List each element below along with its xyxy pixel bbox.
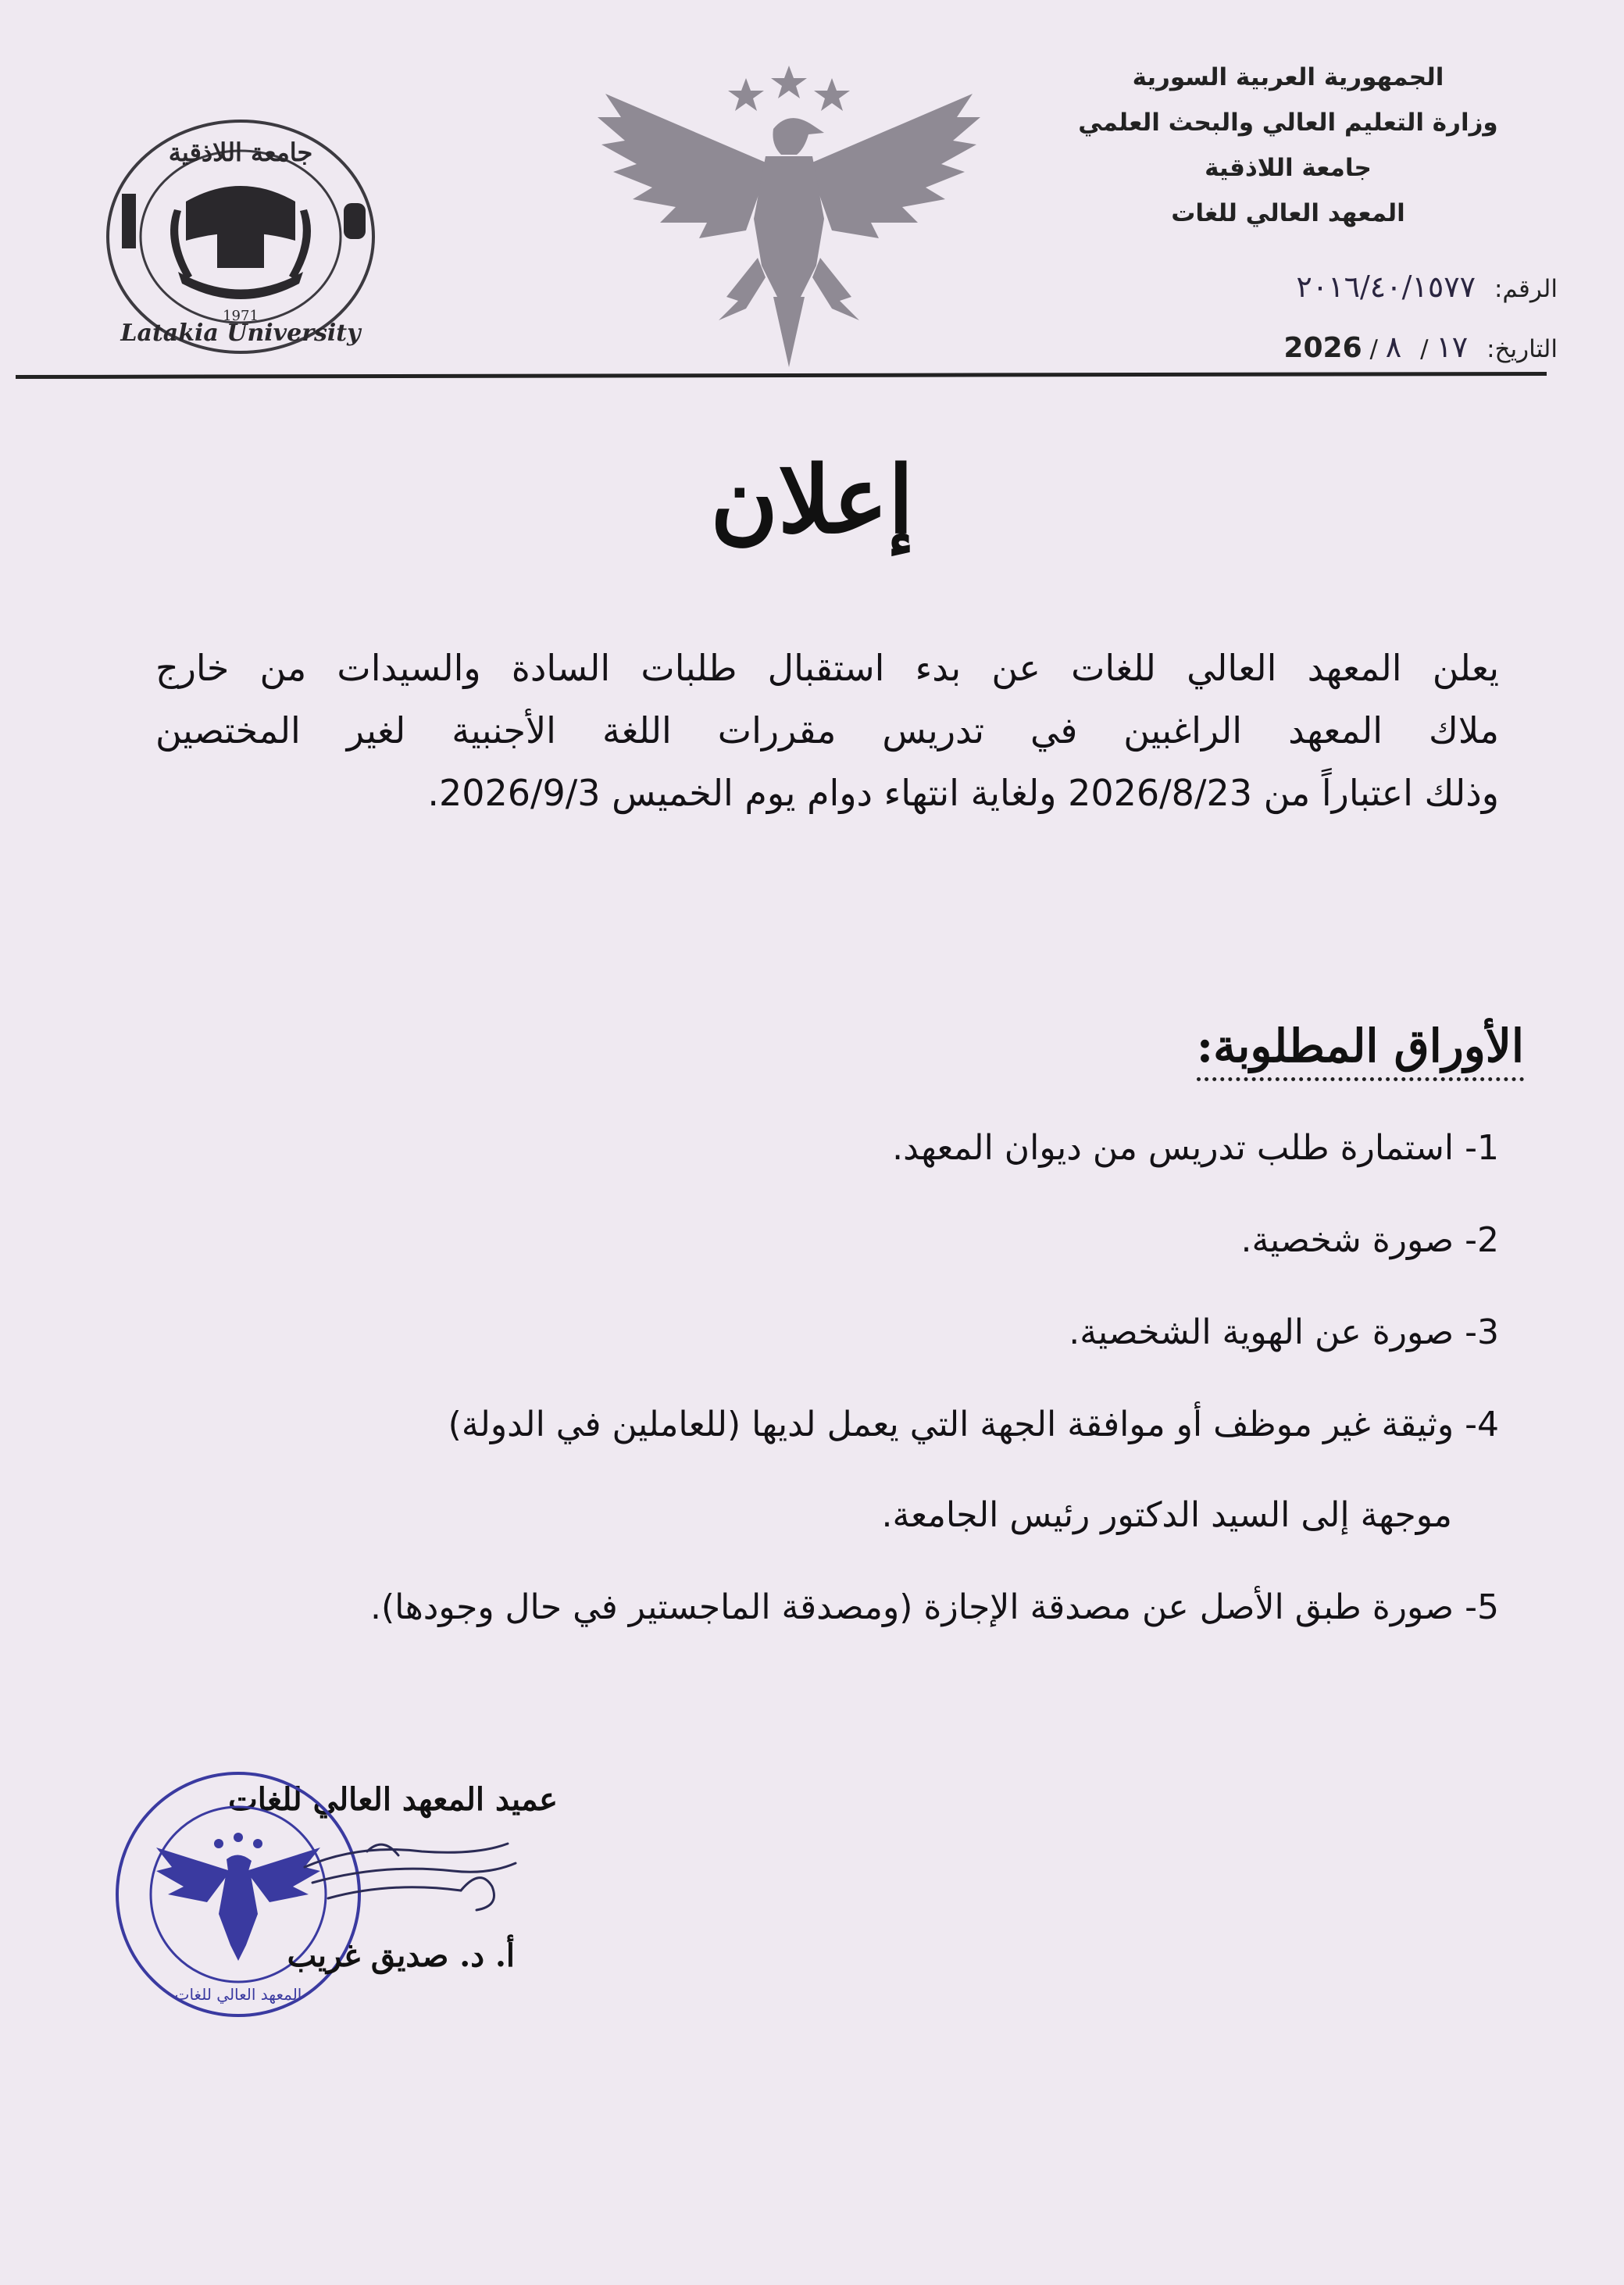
date-day: ١٧ (1436, 330, 1469, 364)
list-item: 1- استمارة طلب تدريس من ديوان المعهد. (892, 1128, 1499, 1168)
signatory-title: عميد المعهد العالي للغات (228, 1781, 558, 1818)
reference-row (1120, 258, 1558, 318)
stamp-text: المعهد العالي للغات (174, 1985, 302, 2004)
seal-latin-text: Latakia University (120, 320, 361, 347)
seal-arabic-text: جامعة اللاذقية (168, 137, 313, 167)
university-seal-icon (100, 116, 381, 358)
date-row: التاريخ: ١٧ / ٨ / 2026 (1283, 330, 1558, 364)
body-line-1: يعلن المعهد العالي للغات عن بدء استقبال طلبات السادة والسيدات من خارج (155, 647, 1499, 689)
page-title: إعلان (710, 445, 914, 554)
reference-number: ٢٠١٦/٤٠/١٥٧٧ (1296, 270, 1476, 304)
body-line-3: وذلك اعتباراً من 2026/8/23 ولغاية انتهاء دوام يوم الخميس 2026/9/3. (427, 772, 1499, 814)
header-line-university: جامعة اللاذقية (1205, 154, 1372, 182)
header-line-institute: المعهد العالي للغات (1171, 199, 1405, 227)
list-item-text: 4- وثيقة غير موظف أو موافقة الجهة التي يعمل لديها (للعاملين في الدولة) (448, 1405, 1499, 1444)
requirements-list (155, 1125, 1499, 1676)
list-item-continuation: موجهة إلى السيد الدكتور رئيس الجامعة. (881, 1495, 1452, 1535)
header-line-republic: الجمهورية العربية السورية (1132, 63, 1444, 91)
list-item: 3- صورة عن الهوية الشخصية. (1069, 1312, 1499, 1352)
body-line-2: ملاك المعهد الراغبين في تدريس مقررات اللغة الأجنبية لغير المختصين (155, 709, 1499, 752)
handwritten-signature-icon (297, 1820, 523, 1930)
announcement-body (155, 637, 1499, 824)
list-item: 5- صورة طبق الأصل عن مصدقة الإجازة (ومصدقة الماجستير في حال وجودها). (370, 1587, 1499, 1627)
header-reference (1120, 258, 1558, 378)
requirements-heading: الأوراق المطلوبة: (1197, 1019, 1524, 1081)
date-month: ٨ (1385, 330, 1402, 364)
date-year: 2026 (1283, 332, 1362, 364)
signatory-name: أ. د. صديق غريب (287, 1937, 515, 1974)
list-item (155, 1401, 1499, 1539)
list-item: 2- صورة شخصية. (1240, 1220, 1499, 1260)
header-institution (1046, 55, 1530, 236)
eagle-emblem-icon (590, 62, 988, 367)
header-line-ministry: وزارة التعليم العالي والبحث العلمي (1078, 109, 1498, 137)
seal-year-text: 1971 (223, 308, 259, 324)
reference-label: الرقم: (1494, 275, 1558, 303)
date-label: التاريخ: (1487, 335, 1558, 363)
